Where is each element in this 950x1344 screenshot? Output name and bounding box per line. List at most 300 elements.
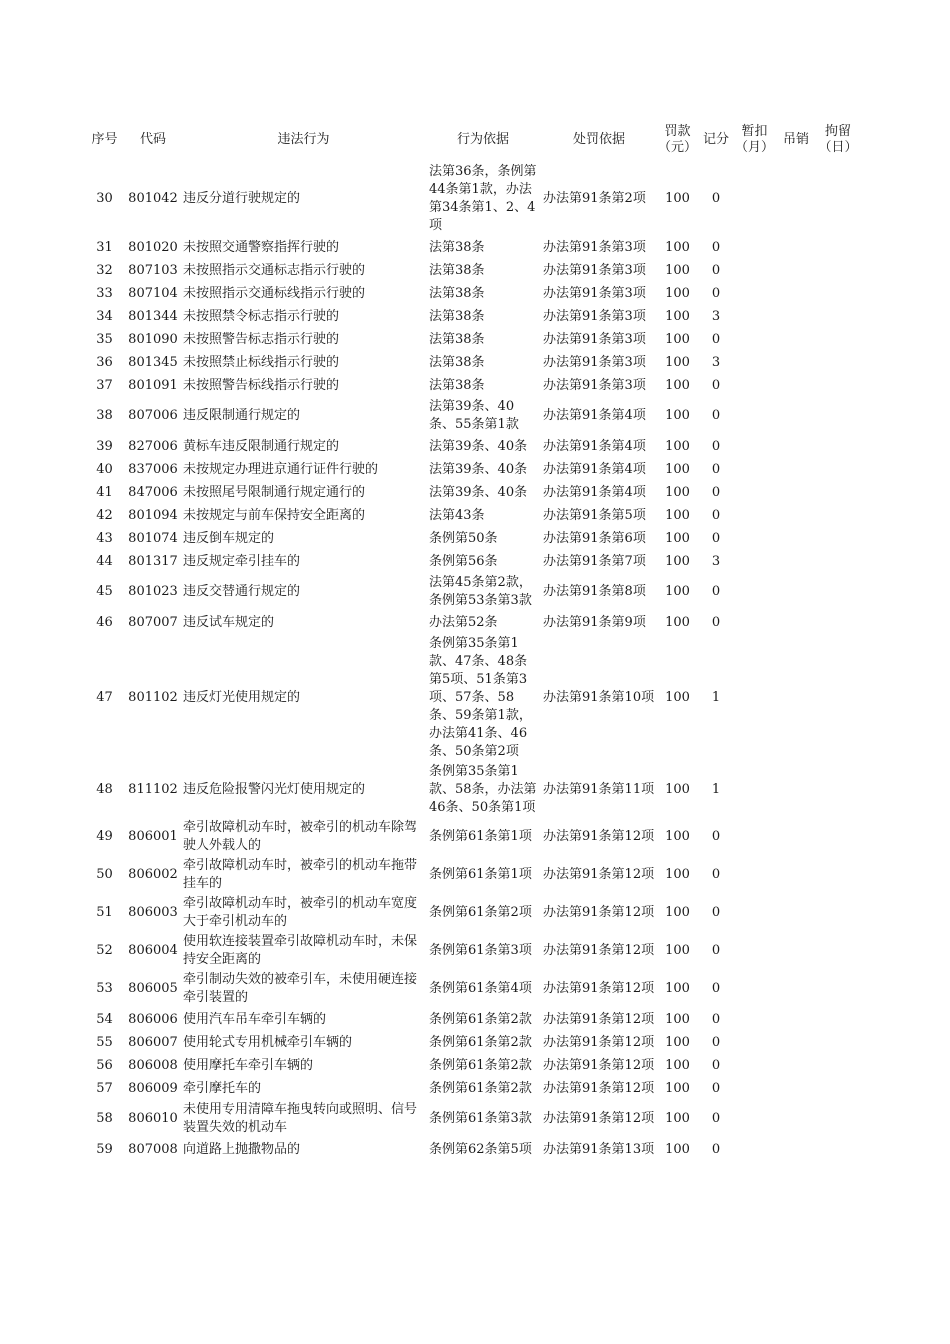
cell-suspend: [735, 1054, 774, 1077]
cell-revoke: [774, 1100, 818, 1138]
cell-suspend: [735, 1077, 774, 1100]
cell-code: 806001: [128, 829, 178, 844]
cell-code: 806005: [128, 981, 178, 996]
table-row: [84, 351, 858, 374]
cell-fine: 100: [665, 262, 690, 278]
cell-revoke: [774, 504, 818, 527]
table-row: [84, 550, 858, 573]
cell-suspend: [735, 458, 774, 481]
header-basis: 行为依据: [456, 132, 509, 147]
header-no: 序号: [91, 132, 118, 147]
cell-fine: 100: [665, 461, 690, 477]
cell-points: 0: [711, 507, 721, 523]
cell-detain: [818, 932, 858, 970]
cell-penalty: 办法第91条第8项: [543, 584, 646, 599]
cell-detain: [818, 634, 858, 762]
table-row: [84, 435, 858, 458]
cell-suspend: [735, 397, 774, 435]
table-row: [84, 374, 858, 397]
cell-basis: 法第38条: [429, 262, 485, 278]
cell-points: 1: [711, 690, 721, 705]
cell-detain: [818, 397, 858, 435]
cell-detain: [818, 970, 858, 1008]
cell-no: 46: [96, 614, 113, 630]
cell-revoke: [774, 762, 818, 818]
cell-basis: 法第38条: [429, 331, 485, 347]
cell-revoke: [774, 611, 818, 634]
cell-suspend: [735, 970, 774, 1008]
cell-basis: 法第38条: [429, 377, 485, 393]
cell-points: 0: [711, 408, 721, 423]
table-row: [84, 1031, 858, 1054]
cell-fine: 100: [665, 377, 690, 393]
cell-revoke: [774, 573, 818, 611]
header-act: 违法行为: [277, 132, 330, 147]
cell-detain: [818, 259, 858, 282]
cell-code: 806007: [128, 1034, 178, 1050]
cell-basis: 条例第61条第2项: [429, 905, 532, 920]
cell-fine: 100: [665, 507, 690, 523]
cell-act: 未按照指示交通标志指示行驶的: [183, 262, 366, 278]
cell-basis: 条例第61条第2款: [429, 1080, 532, 1096]
cell-suspend: [735, 527, 774, 550]
cell-basis: 办法第52条: [429, 614, 498, 630]
cell-fine: 100: [665, 530, 690, 546]
cell-points: 0: [711, 285, 721, 301]
cell-revoke: [774, 458, 818, 481]
header-code: 代码: [139, 132, 166, 147]
cell-penalty: 办法第91条第12项: [543, 829, 655, 844]
cell-suspend: [735, 259, 774, 282]
cell-points: 0: [711, 438, 721, 454]
cell-basis: 法第39条、40条、55条第1款: [429, 399, 519, 432]
cell-fine: 100: [665, 1080, 690, 1096]
cell-points: 0: [711, 584, 721, 599]
cell-revoke: [774, 856, 818, 894]
cell-detain: [818, 305, 858, 328]
cell-suspend: [735, 162, 774, 236]
cell-revoke: [774, 282, 818, 305]
cell-fine: 100: [665, 1141, 690, 1157]
cell-suspend: [735, 1008, 774, 1031]
cell-act: 违反灯光使用规定的: [183, 690, 301, 705]
cell-code: 801345: [128, 354, 178, 370]
cell-code: 807103: [128, 262, 178, 278]
cell-penalty: 办法第91条第10项: [543, 690, 655, 705]
cell-code: 801090: [128, 331, 178, 347]
cell-code: 801344: [128, 308, 178, 324]
cell-suspend: [735, 818, 774, 856]
cell-suspend: [735, 611, 774, 634]
cell-suspend: [735, 550, 774, 573]
cell-no: 40: [96, 461, 113, 477]
header-detain: 拘留（日）: [818, 124, 858, 155]
table-body: [84, 162, 858, 1161]
cell-detain: [818, 328, 858, 351]
cell-no: 57: [96, 1080, 113, 1096]
cell-code: 807007: [128, 614, 178, 630]
cell-basis: 条例第61条第3款: [429, 1111, 532, 1126]
cell-act: 未按照警告标线指示行驶的: [183, 377, 340, 393]
cell-revoke: [774, 1031, 818, 1054]
cell-points: 0: [711, 905, 721, 920]
cell-suspend: [735, 634, 774, 762]
cell-act: 未按照指示交通标线指示行驶的: [183, 285, 366, 301]
table-row: [84, 970, 858, 1008]
cell-basis: 条例第62条第5项: [429, 1141, 532, 1157]
table-row: [84, 458, 858, 481]
cell-no: 59: [96, 1141, 113, 1157]
cell-suspend: [735, 305, 774, 328]
cell-points: 3: [711, 553, 721, 569]
cell-points: 0: [711, 981, 721, 996]
cell-penalty: 办法第91条第7项: [543, 553, 646, 569]
table-row: [84, 1008, 858, 1031]
cell-points: 0: [711, 1111, 721, 1126]
cell-revoke: [774, 550, 818, 573]
cell-suspend: [735, 435, 774, 458]
cell-code: 811102: [128, 782, 178, 797]
cell-basis: 条例第61条第1项: [429, 867, 532, 882]
cell-revoke: [774, 305, 818, 328]
cell-detain: [818, 573, 858, 611]
cell-fine: 100: [665, 829, 690, 844]
cell-revoke: [774, 374, 818, 397]
cell-no: 41: [96, 484, 113, 500]
cell-detain: [818, 374, 858, 397]
table-row: [84, 634, 858, 762]
cell-basis: 法第39条、40条: [429, 484, 528, 500]
cell-no: 48: [96, 782, 113, 797]
cell-detain: [818, 1100, 858, 1138]
cell-fine: 100: [665, 981, 690, 996]
cell-act: 黄标车违反限制通行规定的: [183, 438, 340, 454]
cell-suspend: [735, 481, 774, 504]
cell-detain: [818, 611, 858, 634]
cell-code: 827006: [128, 438, 178, 454]
cell-points: 1: [711, 782, 721, 797]
cell-act: 牵引故障机动车时，被牵引的机动车宽度大于牵引机动车的: [183, 896, 418, 929]
cell-detain: [818, 236, 858, 259]
cell-basis: 条例第61条第1项: [429, 829, 532, 844]
cell-detain: [818, 527, 858, 550]
table-row: [84, 1077, 858, 1100]
table-row: [84, 328, 858, 351]
cell-penalty: 办法第91条第12项: [543, 1080, 655, 1096]
cell-fine: 100: [665, 690, 690, 705]
cell-no: 44: [96, 553, 113, 569]
cell-basis: 法第43条: [429, 507, 485, 523]
cell-revoke: [774, 481, 818, 504]
cell-act: 未按规定与前车保持安全距离的: [183, 507, 366, 523]
cell-penalty: 办法第91条第12项: [543, 1057, 655, 1073]
cell-fine: 100: [665, 408, 690, 423]
cell-no: 52: [96, 943, 113, 958]
cell-detain: [818, 504, 858, 527]
cell-fine: 100: [665, 782, 690, 797]
table-row: [84, 282, 858, 305]
cell-no: 56: [96, 1057, 113, 1073]
cell-detain: [818, 162, 858, 236]
cell-act: 未按照禁令标志指示行驶的: [183, 308, 340, 324]
table-row: [84, 397, 858, 435]
cell-penalty: 办法第91条第13项: [543, 1141, 655, 1157]
cell-points: 3: [711, 354, 721, 370]
cell-revoke: [774, 1077, 818, 1100]
cell-points: 0: [711, 1057, 721, 1073]
table-row: [84, 1138, 858, 1161]
cell-revoke: [774, 259, 818, 282]
cell-penalty: 办法第91条第12项: [543, 1034, 655, 1050]
cell-no: 53: [96, 981, 113, 996]
cell-points: 0: [711, 1080, 721, 1096]
cell-penalty: 办法第91条第12项: [543, 867, 655, 882]
cell-no: 37: [96, 377, 113, 393]
cell-suspend: [735, 573, 774, 611]
cell-fine: 100: [665, 354, 690, 370]
cell-detain: [818, 1138, 858, 1161]
table-row: [84, 762, 858, 818]
cell-suspend: [735, 1031, 774, 1054]
cell-fine: 100: [665, 905, 690, 920]
cell-penalty: 办法第91条第4项: [543, 408, 646, 423]
cell-detain: [818, 351, 858, 374]
cell-detain: [818, 1031, 858, 1054]
cell-revoke: [774, 162, 818, 236]
header-suspend: 暂扣（月）: [735, 124, 775, 155]
cell-points: 0: [711, 191, 721, 206]
cell-no: 50: [96, 867, 113, 882]
cell-code: 807104: [128, 285, 178, 301]
cell-penalty: 办法第91条第3项: [543, 262, 646, 278]
cell-act: 使用轮式专用机械牵引车辆的: [183, 1034, 353, 1050]
cell-code: 801317: [128, 553, 178, 569]
table-row: [84, 573, 858, 611]
cell-revoke: [774, 527, 818, 550]
cell-points: 0: [711, 484, 721, 500]
cell-points: 0: [711, 239, 721, 255]
cell-penalty: 办法第91条第3项: [543, 285, 646, 301]
cell-act: 违反限制通行规定的: [183, 408, 301, 423]
table-row: [84, 259, 858, 282]
cell-act: 违反危险报警闪光灯使用规定的: [183, 782, 366, 797]
cell-fine: 100: [665, 191, 690, 206]
table-row: [84, 932, 858, 970]
cell-act: 牵引制动失效的被牵引车，未使用硬连接牵引装置的: [183, 972, 418, 1005]
cell-penalty: 办法第91条第3项: [543, 308, 646, 324]
cell-no: 43: [96, 530, 113, 546]
cell-suspend: [735, 856, 774, 894]
cell-fine: 100: [665, 484, 690, 500]
table-row: [84, 305, 858, 328]
cell-points: 0: [711, 1034, 721, 1050]
cell-revoke: [774, 634, 818, 762]
cell-points: 0: [711, 262, 721, 278]
cell-points: 0: [711, 1141, 721, 1157]
cell-penalty: 办法第91条第12项: [543, 1111, 655, 1126]
cell-fine: 100: [665, 1111, 690, 1126]
cell-fine: 100: [665, 308, 690, 324]
cell-no: 49: [96, 829, 113, 844]
cell-penalty: 办法第91条第5项: [543, 507, 646, 523]
header-fine: 罚款（元）: [658, 124, 698, 155]
cell-code: 806003: [128, 905, 178, 920]
cell-code: 801094: [128, 507, 178, 523]
cell-revoke: [774, 1008, 818, 1031]
cell-basis: 条例第61条第2款: [429, 1011, 532, 1027]
cell-code: 801020: [128, 239, 178, 255]
cell-act: 未按照警告标志指示行驶的: [183, 331, 340, 347]
cell-fine: 100: [665, 867, 690, 882]
cell-no: 30: [96, 191, 113, 206]
table-row: [84, 894, 858, 932]
cell-fine: 100: [665, 553, 690, 569]
cell-code: 806002: [128, 867, 178, 882]
cell-penalty: 办法第91条第3项: [543, 354, 646, 370]
table-row: [84, 1054, 858, 1077]
cell-code: 847006: [128, 484, 178, 500]
cell-points: 3: [711, 308, 721, 324]
cell-fine: 100: [665, 438, 690, 454]
cell-code: 801023: [128, 584, 178, 599]
cell-code: 801102: [128, 690, 178, 705]
cell-suspend: [735, 351, 774, 374]
cell-detain: [818, 1054, 858, 1077]
cell-no: 36: [96, 354, 113, 370]
cell-code: 806004: [128, 943, 178, 958]
cell-revoke: [774, 397, 818, 435]
cell-act: 使用摩托车牵引车辆的: [183, 1057, 314, 1073]
cell-basis: 条例第35条第1款、47条、48条第5项、51条第3项、57条、58条、59条第1款，办法第41条、46条、50条第2项: [429, 636, 532, 759]
cell-fine: 100: [665, 584, 690, 599]
cell-penalty: 办法第91条第11项: [543, 782, 655, 797]
cell-no: 31: [96, 239, 113, 255]
cell-act: 向道路上抛撒物品的: [183, 1141, 301, 1157]
cell-points: 0: [711, 943, 721, 958]
cell-detain: [818, 1077, 858, 1100]
violation-table: [84, 118, 858, 1161]
table-row: [84, 236, 858, 259]
cell-basis: 法第39条、40条: [429, 461, 528, 477]
cell-no: 33: [96, 285, 113, 301]
cell-no: 51: [96, 905, 113, 920]
cell-points: 0: [711, 530, 721, 546]
cell-code: 837006: [128, 461, 178, 477]
cell-basis: 条例第61条第3项: [429, 943, 532, 958]
cell-act: 违反规定牵引挂车的: [183, 553, 301, 569]
cell-revoke: [774, 1138, 818, 1161]
cell-act: 牵引故障机动车时，被牵引的机动车拖带挂车的: [183, 858, 418, 891]
cell-act: 违反倒车规定的: [183, 530, 275, 546]
cell-penalty: 办法第91条第6项: [543, 530, 646, 546]
cell-act: 使用汽车吊车牵引车辆的: [183, 1011, 327, 1027]
cell-no: 38: [96, 408, 113, 423]
cell-act: 牵引摩托车的: [183, 1080, 262, 1096]
cell-basis: 法第38条: [429, 308, 485, 324]
cell-act: 违反交替通行规定的: [183, 584, 301, 599]
cell-revoke: [774, 932, 818, 970]
cell-penalty: 办法第91条第3项: [543, 331, 646, 347]
table-row: [84, 818, 858, 856]
cell-code: 807008: [128, 1141, 178, 1157]
cell-act: 未按照尾号限制通行规定通行的: [183, 484, 366, 500]
cell-points: 0: [711, 377, 721, 393]
cell-revoke: [774, 435, 818, 458]
cell-revoke: [774, 351, 818, 374]
cell-basis: 法第36条，条例第44条第1款，办法第34条第1、2、4项: [429, 164, 537, 233]
cell-basis: 条例第50条: [429, 530, 498, 546]
cell-code: 801042: [128, 191, 178, 206]
cell-points: 0: [711, 461, 721, 477]
cell-detain: [818, 458, 858, 481]
cell-code: 806008: [128, 1057, 178, 1073]
cell-detain: [818, 762, 858, 818]
cell-fine: 100: [665, 614, 690, 630]
cell-act: 违反分道行驶规定的: [183, 191, 301, 206]
cell-penalty: 办法第91条第12项: [543, 981, 655, 996]
cell-penalty: 办法第91条第3项: [543, 239, 646, 255]
cell-code: 806006: [128, 1011, 178, 1027]
cell-suspend: [735, 236, 774, 259]
cell-act: 未按照交通警察指挥行驶的: [183, 239, 340, 255]
cell-fine: 100: [665, 1057, 690, 1073]
cell-act: 未按规定办理进京通行证件行驶的: [183, 461, 379, 477]
cell-revoke: [774, 894, 818, 932]
cell-basis: 法第38条: [429, 354, 485, 370]
cell-penalty: 办法第91条第12项: [543, 905, 655, 920]
cell-points: 0: [711, 829, 721, 844]
cell-detain: [818, 856, 858, 894]
cell-suspend: [735, 762, 774, 818]
cell-act: 使用软连接装置牵引故障机动车时，未保持安全距离的: [183, 934, 418, 967]
header-points: 记分: [702, 132, 729, 147]
cell-points: 0: [711, 331, 721, 347]
cell-act: 未使用专用清障车拖曳转向或照明、信号装置失效的机动车: [183, 1102, 418, 1135]
header-revoke: 吊销: [782, 132, 809, 147]
cell-basis: 条例第61条第2款: [429, 1057, 532, 1073]
cell-no: 42: [96, 507, 113, 523]
cell-penalty: 办法第91条第4项: [543, 461, 646, 477]
cell-points: 0: [711, 1011, 721, 1027]
cell-code: 801091: [128, 377, 178, 393]
cell-penalty: 办法第91条第4项: [543, 484, 646, 500]
cell-suspend: [735, 1100, 774, 1138]
header-penalty: 处罚依据: [572, 132, 625, 147]
cell-suspend: [735, 932, 774, 970]
cell-no: 34: [96, 308, 113, 324]
cell-revoke: [774, 236, 818, 259]
cell-detain: [818, 894, 858, 932]
cell-penalty: 办法第91条第9项: [543, 614, 646, 630]
cell-basis: 条例第35条第1款、58条，办法第46条、50条第1项: [429, 764, 537, 815]
header-row: [84, 118, 858, 162]
cell-penalty: 办法第91条第12项: [543, 1011, 655, 1027]
cell-revoke: [774, 818, 818, 856]
cell-fine: 100: [665, 1011, 690, 1027]
cell-code: 801074: [128, 530, 178, 546]
cell-suspend: [735, 504, 774, 527]
cell-basis: 条例第61条第4项: [429, 981, 532, 996]
cell-revoke: [774, 1054, 818, 1077]
cell-fine: 100: [665, 285, 690, 301]
cell-suspend: [735, 328, 774, 351]
table-row: [84, 504, 858, 527]
cell-code: 807006: [128, 408, 178, 423]
cell-detain: [818, 435, 858, 458]
cell-basis: 法第38条: [429, 285, 485, 301]
cell-basis: 条例第56条: [429, 553, 498, 569]
cell-points: 0: [711, 614, 721, 630]
